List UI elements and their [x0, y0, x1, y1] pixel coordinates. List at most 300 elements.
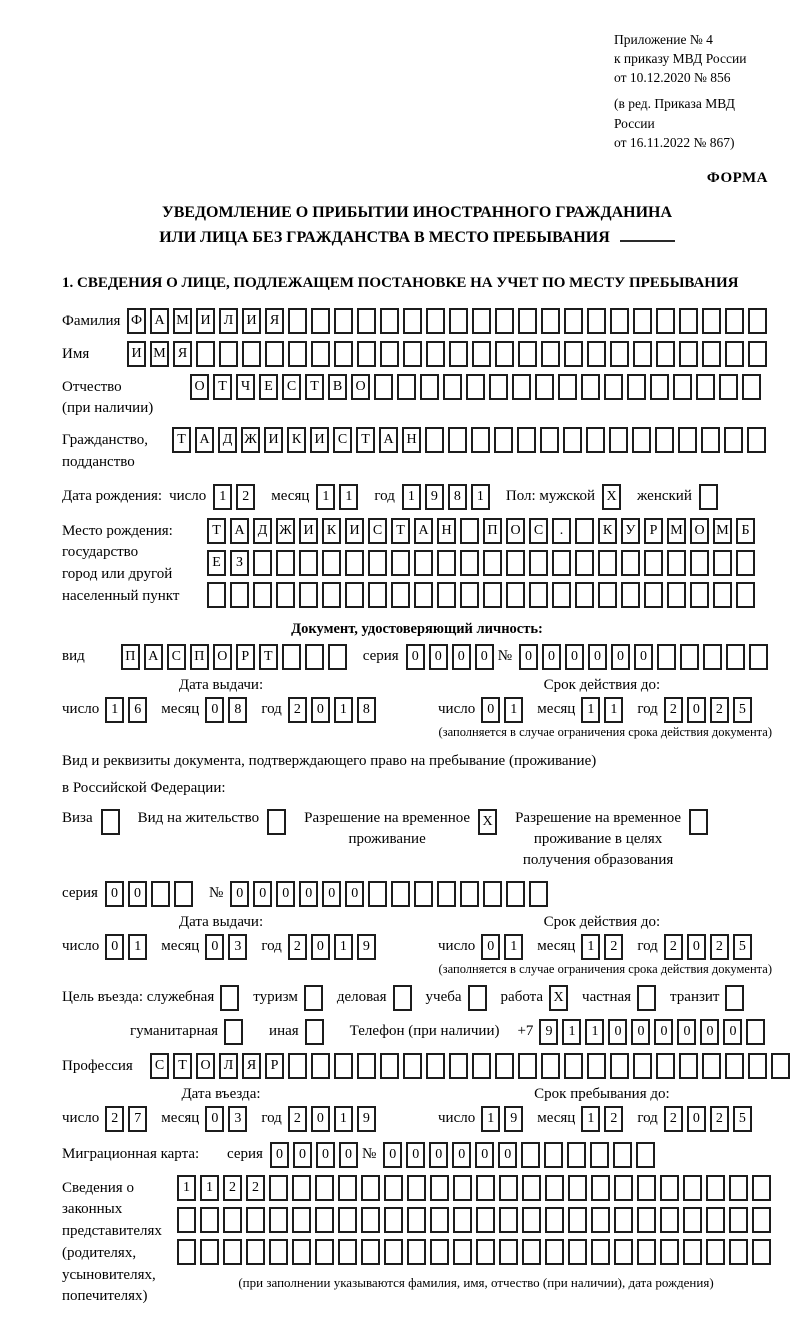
form-cell[interactable]	[368, 582, 387, 608]
form-cell[interactable]	[729, 1239, 748, 1265]
form-cell[interactable]: 0	[205, 697, 224, 723]
form-cell[interactable]	[437, 550, 456, 576]
form-cell[interactable]	[522, 1175, 541, 1201]
form-cell[interactable]	[403, 308, 422, 334]
form-cell[interactable]	[637, 1239, 656, 1265]
form-cell[interactable]	[315, 1239, 334, 1265]
form-cell[interactable]	[357, 341, 376, 367]
form-cell[interactable]: Д	[218, 427, 237, 453]
form-cell[interactable]: Т	[305, 374, 324, 400]
form-cell[interactable]: 0	[452, 644, 471, 670]
form-cell[interactable]: 0	[611, 644, 630, 670]
form-cell[interactable]	[729, 1207, 748, 1233]
form-cell[interactable]	[587, 308, 606, 334]
form-cell[interactable]	[483, 582, 502, 608]
form-cell[interactable]	[380, 341, 399, 367]
form-cell[interactable]	[748, 308, 767, 334]
form-cell[interactable]	[614, 1239, 633, 1265]
form-cell[interactable]: Я	[242, 1053, 261, 1079]
form-cell[interactable]	[747, 427, 766, 453]
form-cell[interactable]	[552, 550, 571, 576]
form-cell[interactable]: И	[345, 518, 364, 544]
form-cell[interactable]	[610, 341, 629, 367]
form-cell[interactable]	[752, 1207, 771, 1233]
form-cell[interactable]	[265, 341, 284, 367]
form-cell[interactable]	[512, 374, 531, 400]
form-cell[interactable]	[403, 341, 422, 367]
form-cell[interactable]: О	[213, 644, 232, 670]
form-cell[interactable]: 1	[504, 697, 523, 723]
form-cell[interactable]: О	[506, 518, 525, 544]
form-cell[interactable]: М	[713, 518, 732, 544]
form-cell[interactable]: 2	[223, 1175, 242, 1201]
form-cell[interactable]: 0	[311, 1106, 330, 1132]
form-cell[interactable]: 1	[471, 484, 490, 510]
form-cell[interactable]: 0	[687, 1106, 706, 1132]
form-cell[interactable]: 0	[253, 881, 272, 907]
form-cell[interactable]: И	[242, 308, 261, 334]
form-cell[interactable]	[545, 1207, 564, 1233]
form-cell[interactable]: Л	[219, 308, 238, 334]
form-cell[interactable]	[752, 1175, 771, 1201]
form-cell[interactable]	[725, 308, 744, 334]
form-cell[interactable]: 0	[687, 697, 706, 723]
form-cell[interactable]	[449, 341, 468, 367]
form-cell[interactable]	[453, 1175, 472, 1201]
form-cell[interactable]	[288, 1053, 307, 1079]
purpose-work-checkbox-cell[interactable]: X	[549, 985, 568, 1011]
form-cell[interactable]: О	[190, 374, 209, 400]
form-cell[interactable]	[338, 1239, 357, 1265]
form-cell[interactable]: 5	[733, 934, 752, 960]
form-cell[interactable]: 0	[498, 1142, 517, 1168]
form-cell[interactable]	[621, 582, 640, 608]
form-cell[interactable]: 8	[228, 697, 247, 723]
form-cell[interactable]: 0	[322, 881, 341, 907]
form-cell[interactable]: Р	[644, 518, 663, 544]
form-cell[interactable]	[476, 1207, 495, 1233]
form-cell[interactable]	[288, 341, 307, 367]
form-cell[interactable]: 2	[105, 1106, 124, 1132]
form-cell[interactable]: 0	[475, 644, 494, 670]
form-cell[interactable]: А	[144, 644, 163, 670]
form-cell[interactable]	[397, 374, 416, 400]
sex-female-checkbox-cell[interactable]	[699, 484, 718, 510]
form-cell[interactable]	[587, 341, 606, 367]
form-cell[interactable]: У	[621, 518, 640, 544]
form-cell[interactable]	[471, 427, 490, 453]
form-cell[interactable]: Т	[356, 427, 375, 453]
form-cell[interactable]: 0	[565, 644, 584, 670]
form-cell[interactable]: 0	[345, 881, 364, 907]
form-cell[interactable]	[269, 1207, 288, 1233]
form-cell[interactable]	[656, 308, 675, 334]
form-cell[interactable]: 0	[429, 644, 448, 670]
residence-permit-checkbox-cell[interactable]	[267, 809, 286, 835]
form-cell[interactable]: 1	[334, 934, 353, 960]
form-cell[interactable]	[403, 1053, 422, 1079]
form-cell[interactable]: М	[173, 308, 192, 334]
form-cell[interactable]	[384, 1239, 403, 1265]
temp-residence-edu-checkbox-cell[interactable]	[689, 809, 708, 835]
form-cell[interactable]: И	[127, 341, 146, 367]
form-cell[interactable]: К	[322, 518, 341, 544]
form-cell[interactable]	[334, 341, 353, 367]
form-cell[interactable]	[460, 582, 479, 608]
form-cell[interactable]	[196, 341, 215, 367]
form-cell[interactable]	[568, 1207, 587, 1233]
form-cell[interactable]: 0	[105, 881, 124, 907]
form-cell[interactable]: 1	[200, 1175, 219, 1201]
title-blank-line[interactable]	[620, 226, 675, 242]
form-cell[interactable]	[357, 1053, 376, 1079]
form-cell[interactable]	[453, 1239, 472, 1265]
form-cell[interactable]	[591, 1207, 610, 1233]
form-cell[interactable]	[328, 644, 347, 670]
form-cell[interactable]	[368, 550, 387, 576]
form-cell[interactable]	[391, 582, 410, 608]
form-cell[interactable]	[529, 550, 548, 576]
form-cell[interactable]: С	[368, 518, 387, 544]
form-cell[interactable]: С	[333, 427, 352, 453]
form-cell[interactable]: 1	[562, 1019, 581, 1045]
form-cell[interactable]	[613, 1142, 632, 1168]
form-cell[interactable]	[420, 374, 439, 400]
form-cell[interactable]: П	[121, 644, 140, 670]
form-cell[interactable]	[334, 1053, 353, 1079]
form-cell[interactable]	[357, 308, 376, 334]
form-cell[interactable]: 1	[177, 1175, 196, 1201]
form-cell[interactable]	[384, 1207, 403, 1233]
form-cell[interactable]	[407, 1175, 426, 1201]
form-cell[interactable]	[499, 1239, 518, 1265]
form-cell[interactable]: Р	[236, 644, 255, 670]
form-cell[interactable]: П	[190, 644, 209, 670]
form-cell[interactable]: 1	[585, 1019, 604, 1045]
form-cell[interactable]	[466, 374, 485, 400]
form-cell[interactable]	[151, 881, 170, 907]
form-cell[interactable]	[460, 518, 479, 544]
form-cell[interactable]	[591, 1239, 610, 1265]
form-cell[interactable]: 0	[452, 1142, 471, 1168]
form-cell[interactable]	[678, 427, 697, 453]
form-cell[interactable]	[535, 374, 554, 400]
form-cell[interactable]: С	[167, 644, 186, 670]
form-cell[interactable]	[726, 644, 745, 670]
form-cell[interactable]	[544, 1142, 563, 1168]
form-cell[interactable]: Ж	[276, 518, 295, 544]
form-cell[interactable]	[706, 1175, 725, 1201]
form-cell[interactable]	[567, 1142, 586, 1168]
form-cell[interactable]: 5	[733, 697, 752, 723]
form-cell[interactable]	[253, 582, 272, 608]
form-cell[interactable]	[305, 644, 324, 670]
form-cell[interactable]	[696, 374, 715, 400]
form-cell[interactable]	[673, 374, 692, 400]
form-cell[interactable]	[315, 1175, 334, 1201]
form-cell[interactable]	[656, 341, 675, 367]
form-cell[interactable]	[749, 644, 768, 670]
form-cell[interactable]	[223, 1207, 242, 1233]
form-cell[interactable]	[380, 1053, 399, 1079]
form-cell[interactable]: 0	[608, 1019, 627, 1045]
form-cell[interactable]	[568, 1239, 587, 1265]
form-cell[interactable]: 0	[299, 881, 318, 907]
form-cell[interactable]	[540, 427, 559, 453]
form-cell[interactable]	[522, 1239, 541, 1265]
form-cell[interactable]: Д	[253, 518, 272, 544]
form-cell[interactable]: Ф	[127, 308, 146, 334]
form-cell[interactable]	[230, 582, 249, 608]
form-cell[interactable]: 1	[604, 697, 623, 723]
form-cell[interactable]	[644, 550, 663, 576]
form-cell[interactable]: 1	[481, 1106, 500, 1132]
form-cell[interactable]	[407, 1207, 426, 1233]
form-cell[interactable]: О	[690, 518, 709, 544]
form-cell[interactable]: 0	[105, 934, 124, 960]
purpose-business-checkbox-cell[interactable]	[393, 985, 412, 1011]
form-cell[interactable]: 2	[664, 934, 683, 960]
form-cell[interactable]	[604, 374, 623, 400]
form-cell[interactable]	[483, 550, 502, 576]
form-cell[interactable]	[449, 1053, 468, 1079]
form-cell[interactable]	[541, 308, 560, 334]
form-cell[interactable]: Т	[173, 1053, 192, 1079]
form-cell[interactable]: 0	[128, 881, 147, 907]
form-cell[interactable]	[483, 881, 502, 907]
form-cell[interactable]	[506, 881, 525, 907]
form-cell[interactable]	[637, 1207, 656, 1233]
form-cell[interactable]: 1	[128, 934, 147, 960]
form-cell[interactable]: И	[264, 427, 283, 453]
form-cell[interactable]	[338, 1207, 357, 1233]
form-cell[interactable]	[632, 427, 651, 453]
form-cell[interactable]: А	[379, 427, 398, 453]
form-cell[interactable]	[460, 881, 479, 907]
form-cell[interactable]: 0	[205, 934, 224, 960]
form-cell[interactable]	[380, 308, 399, 334]
form-cell[interactable]: М	[667, 518, 686, 544]
form-cell[interactable]: 0	[429, 1142, 448, 1168]
form-cell[interactable]: К	[598, 518, 617, 544]
form-cell[interactable]	[207, 582, 226, 608]
form-cell[interactable]	[246, 1207, 265, 1233]
form-cell[interactable]: 2	[288, 697, 307, 723]
form-cell[interactable]	[702, 1053, 721, 1079]
form-cell[interactable]	[246, 1239, 265, 1265]
form-cell[interactable]: И	[299, 518, 318, 544]
form-cell[interactable]	[391, 881, 410, 907]
purpose-other-checkbox-cell[interactable]	[305, 1019, 324, 1045]
form-cell[interactable]	[742, 374, 761, 400]
form-cell[interactable]: 1	[504, 934, 523, 960]
form-cell[interactable]: Р	[265, 1053, 284, 1079]
form-cell[interactable]	[633, 308, 652, 334]
form-cell[interactable]: 0	[723, 1019, 742, 1045]
form-cell[interactable]	[292, 1175, 311, 1201]
form-cell[interactable]	[581, 374, 600, 400]
form-cell[interactable]	[529, 881, 548, 907]
form-cell[interactable]	[282, 644, 301, 670]
form-cell[interactable]: 0	[700, 1019, 719, 1045]
form-cell[interactable]: 7	[128, 1106, 147, 1132]
form-cell[interactable]	[680, 644, 699, 670]
visa-checkbox-cell[interactable]	[101, 809, 120, 835]
form-cell[interactable]: 3	[228, 934, 247, 960]
form-cell[interactable]	[541, 1053, 560, 1079]
form-cell[interactable]	[702, 341, 721, 367]
form-cell[interactable]	[679, 1053, 698, 1079]
form-cell[interactable]	[472, 1053, 491, 1079]
form-cell[interactable]	[636, 1142, 655, 1168]
form-cell[interactable]	[771, 1053, 790, 1079]
form-cell[interactable]	[345, 550, 364, 576]
form-cell[interactable]	[563, 427, 582, 453]
form-cell[interactable]	[414, 550, 433, 576]
form-cell[interactable]: Н	[402, 427, 421, 453]
form-cell[interactable]	[545, 1239, 564, 1265]
form-cell[interactable]	[609, 427, 628, 453]
form-cell[interactable]	[200, 1207, 219, 1233]
form-cell[interactable]: И	[196, 308, 215, 334]
form-cell[interactable]	[529, 582, 548, 608]
form-cell[interactable]: 0	[230, 881, 249, 907]
form-cell[interactable]	[242, 341, 261, 367]
form-cell[interactable]: О	[196, 1053, 215, 1079]
form-cell[interactable]	[564, 1053, 583, 1079]
form-cell[interactable]: 2	[710, 697, 729, 723]
form-cell[interactable]	[702, 308, 721, 334]
form-cell[interactable]	[338, 1175, 357, 1201]
form-cell[interactable]: 9	[425, 484, 444, 510]
form-cell[interactable]: 1	[213, 484, 232, 510]
form-cell[interactable]: 0	[339, 1142, 358, 1168]
form-cell[interactable]	[683, 1239, 702, 1265]
form-cell[interactable]	[368, 881, 387, 907]
form-cell[interactable]	[660, 1239, 679, 1265]
form-cell[interactable]	[253, 550, 272, 576]
form-cell[interactable]	[426, 1053, 445, 1079]
form-cell[interactable]: 0	[654, 1019, 673, 1045]
form-cell[interactable]: 2	[236, 484, 255, 510]
form-cell[interactable]	[703, 644, 722, 670]
form-cell[interactable]: Е	[259, 374, 278, 400]
form-cell[interactable]: Т	[207, 518, 226, 544]
form-cell[interactable]	[489, 374, 508, 400]
form-cell[interactable]: 2	[246, 1175, 265, 1201]
form-cell[interactable]	[495, 341, 514, 367]
form-cell[interactable]	[345, 582, 364, 608]
form-cell[interactable]: 1	[334, 697, 353, 723]
form-cell[interactable]	[499, 1175, 518, 1201]
form-cell[interactable]	[660, 1207, 679, 1233]
form-cell[interactable]	[443, 374, 462, 400]
form-cell[interactable]	[655, 427, 674, 453]
form-cell[interactable]: 0	[276, 881, 295, 907]
form-cell[interactable]	[521, 1142, 540, 1168]
form-cell[interactable]: 6	[128, 697, 147, 723]
form-cell[interactable]	[453, 1207, 472, 1233]
form-cell[interactable]	[517, 427, 536, 453]
form-cell[interactable]: 1	[334, 1106, 353, 1132]
form-cell[interactable]	[374, 374, 393, 400]
form-cell[interactable]	[679, 308, 698, 334]
form-cell[interactable]	[495, 308, 514, 334]
form-cell[interactable]: 0	[205, 1106, 224, 1132]
form-cell[interactable]: 0	[519, 644, 538, 670]
form-cell[interactable]: 0	[311, 697, 330, 723]
form-cell[interactable]: 0	[687, 934, 706, 960]
form-cell[interactable]	[384, 1175, 403, 1201]
form-cell[interactable]	[545, 1175, 564, 1201]
form-cell[interactable]	[322, 582, 341, 608]
purpose-official-checkbox-cell[interactable]	[220, 985, 239, 1011]
form-cell[interactable]	[614, 1207, 633, 1233]
form-cell[interactable]	[437, 881, 456, 907]
form-cell[interactable]: 9	[357, 934, 376, 960]
form-cell[interactable]	[476, 1175, 495, 1201]
purpose-study-checkbox-cell[interactable]	[468, 985, 487, 1011]
form-cell[interactable]	[575, 550, 594, 576]
form-cell[interactable]	[541, 341, 560, 367]
form-cell[interactable]	[552, 582, 571, 608]
form-cell[interactable]	[472, 341, 491, 367]
form-cell[interactable]	[752, 1239, 771, 1265]
form-cell[interactable]	[591, 1175, 610, 1201]
form-cell[interactable]	[633, 341, 652, 367]
form-cell[interactable]	[430, 1175, 449, 1201]
form-cell[interactable]: 0	[311, 934, 330, 960]
form-cell[interactable]	[476, 1239, 495, 1265]
form-cell[interactable]	[683, 1175, 702, 1201]
form-cell[interactable]	[472, 308, 491, 334]
form-cell[interactable]: С	[529, 518, 548, 544]
form-cell[interactable]	[299, 550, 318, 576]
form-cell[interactable]	[334, 308, 353, 334]
form-cell[interactable]	[177, 1239, 196, 1265]
form-cell[interactable]	[650, 374, 669, 400]
form-cell[interactable]	[627, 374, 646, 400]
form-cell[interactable]: 3	[228, 1106, 247, 1132]
form-cell[interactable]: 0	[677, 1019, 696, 1045]
form-cell[interactable]: М	[150, 341, 169, 367]
form-cell[interactable]: В	[328, 374, 347, 400]
form-cell[interactable]	[586, 427, 605, 453]
form-cell[interactable]	[575, 582, 594, 608]
form-cell[interactable]	[449, 308, 468, 334]
form-cell[interactable]: 0	[383, 1142, 402, 1168]
form-cell[interactable]: 0	[481, 697, 500, 723]
form-cell[interactable]	[494, 427, 513, 453]
form-cell[interactable]: 5	[733, 1106, 752, 1132]
form-cell[interactable]	[361, 1239, 380, 1265]
form-cell[interactable]: Ч	[236, 374, 255, 400]
form-cell[interactable]	[425, 427, 444, 453]
form-cell[interactable]	[311, 1053, 330, 1079]
purpose-humanitarian-checkbox-cell[interactable]	[224, 1019, 243, 1045]
form-cell[interactable]	[564, 308, 583, 334]
form-cell[interactable]: А	[414, 518, 433, 544]
form-cell[interactable]: А	[195, 427, 214, 453]
form-cell[interactable]	[656, 1053, 675, 1079]
form-cell[interactable]	[736, 550, 755, 576]
form-cell[interactable]	[315, 1207, 334, 1233]
form-cell[interactable]	[633, 1053, 652, 1079]
form-cell[interactable]	[660, 1175, 679, 1201]
form-cell[interactable]	[690, 550, 709, 576]
form-cell[interactable]: Т	[172, 427, 191, 453]
form-cell[interactable]: Л	[219, 1053, 238, 1079]
